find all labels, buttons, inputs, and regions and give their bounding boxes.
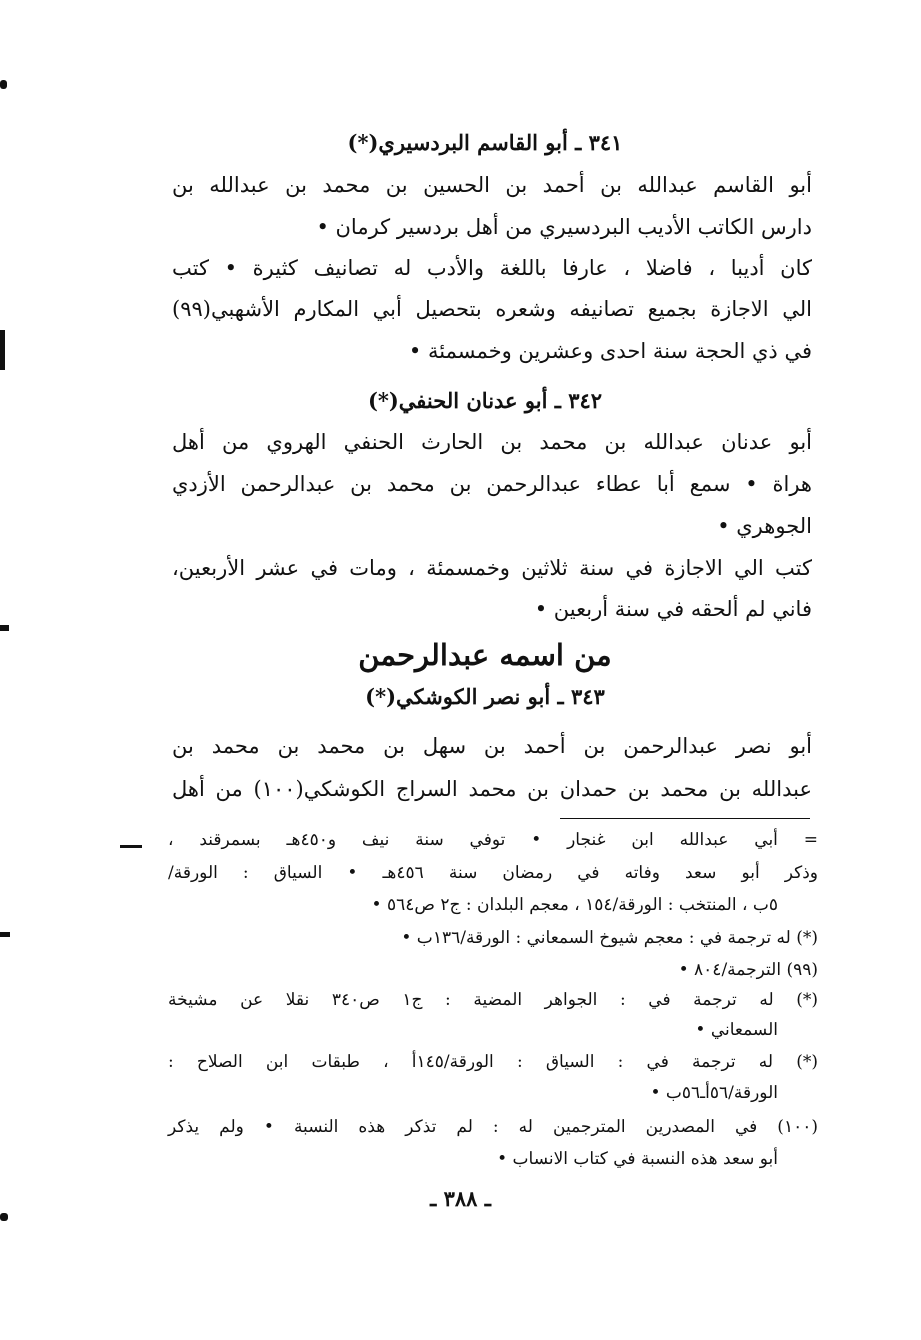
entry-heading-341: ٣٤١ ـ أبو القاسم البردسيري(*)	[347, 130, 623, 155]
scan-edge-mark	[0, 80, 7, 89]
entry-heading-343: ٣٤٣ ـ أبو نصر الكوشكي(*)	[365, 684, 605, 709]
body-line: كان أديبا ، فاضلا ، عارفا باللغة والأدب له تصانيف كثيرة • كتب	[172, 256, 812, 280]
footnote-line: = أبي عبدالله ابن غنجار • توفي سنة نيف و٤٥٠هـ بسمرقند ،	[168, 830, 818, 850]
footnote-line: (*) له ترجمة في : السياق : الورقة/١٤٥أ ، طبقات ابن الصلاح :	[168, 1052, 818, 1072]
body-line: أبو القاسم عبدالله بن أحمد بن الحسين بن محمد بن عبدالله بن	[172, 173, 812, 197]
footnote-line: (*) له ترجمة في : معجم شيوخ السمعاني : الورقة/١٣٦ب •	[401, 928, 818, 948]
body-line: الي الاجازة بجميع تصانيفه وشعره بتحصيل أبي المكارم الأشهبي(٩٩)	[172, 297, 812, 321]
footnote-line: ٥ب ، المنتخب : الورقة/١٥٤ ، معجم البلدان : ج٢ ص٥٦٤ •	[371, 895, 778, 915]
body-line: فاني لم ألحقه في سنة أربعين •	[534, 597, 812, 621]
footnote-line: وذكر أبو سعد وفاته في رمضان سنة ٤٥٦هـ • السياق : الورقة/	[168, 863, 818, 883]
scan-edge-mark	[0, 625, 9, 631]
footnote-line: (١٠٠) في المصدرين المترجمين له : لم تذكر هذه النسبة • ولم يذكر	[168, 1117, 818, 1137]
footnote-line: (*) له ترجمة في : الجواهر المضية : ج١ ص٣٤٠ نقلا عن مشيخة	[168, 990, 818, 1010]
scan-edge-mark	[0, 1213, 8, 1221]
body-line: الجوهري •	[717, 514, 812, 538]
body-line: دارس الكاتب الأديب البردسيري من أهل بردسير كرمان •	[316, 215, 812, 239]
body-line: أبو عدنان عبدالله بن محمد بن الحارث الحنفي الهروي من أهل	[172, 430, 812, 454]
footnote-line: أبو سعد هذه النسبة في كتاب الانساب •	[497, 1149, 778, 1169]
body-line: كتب الي الاجازة في سنة ثلاثين وخمسمئة ، ومات في عشر الأربعين،	[172, 556, 812, 580]
scan-edge-mark	[0, 932, 10, 937]
body-line: أبو نصر عبدالرحمن بن أحمد بن سهل بن محمد بن محمد بن	[172, 734, 812, 758]
section-title: من اسمه عبدالرحمن	[358, 638, 612, 672]
footnote-line: السمعاني •	[695, 1020, 778, 1040]
page-number: ـ ٣٨٨ ـ	[430, 1186, 491, 1211]
body-line: عبدالله بن محمد بن حمدان بن محمد السراج الكوشكي(١٠٠) من أهل	[172, 777, 812, 801]
body-line: في ذي الحجة سنة احدى وعشرين وخمسمئة •	[408, 339, 812, 363]
footnote-line: الورقة/٥٦أـ٥٦ب •	[650, 1083, 778, 1103]
footnote-rule	[560, 818, 810, 819]
scan-edge-mark	[120, 845, 142, 848]
scan-edge-mark	[0, 330, 5, 370]
body-line: هراة • سمع أبا عطاء عبدالرحمن بن محمد بن عبدالرحمن الأزدي	[172, 472, 812, 496]
entry-heading-342: ٣٤٢ ـ أبو عدنان الحنفي(*)	[367, 388, 603, 413]
footnote-line: (٩٩) الترجمة/٨٠٤ •	[678, 960, 818, 980]
